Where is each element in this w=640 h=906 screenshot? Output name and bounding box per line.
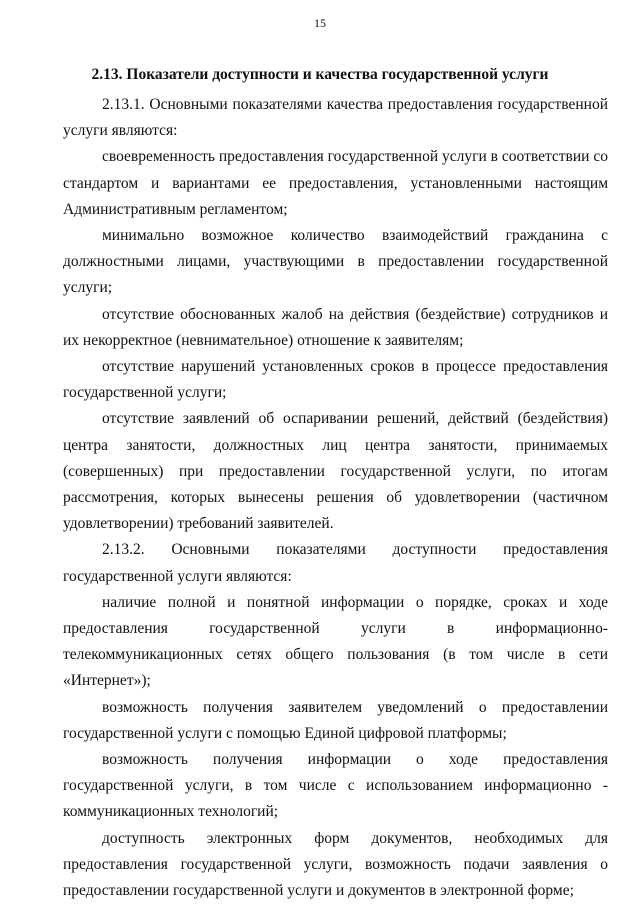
paragraph-timeliness: своевременность предоставления государственной услуги в соответствии со стандартом и вариантами ее предоставления, установленными настоящим Административным регламентом; — [63, 148, 608, 218]
paragraph-electronic-forms: доступность электронных форм документов, необходимых для предоставления государственной услуги, возможность подачи заявления о предоставлении государственной услуги и документов в электронной форме; — [63, 829, 608, 900]
paragraph-no-appeals: отсутствие заявлений об оспаривании решений, действий (бездействия) центра занятости, должностных лиц центра занятости, принимаемых (совершенных) при предоставлении государственной услуги, по итогам рассмотрения, которых вынесены решения об удовлетворении (частичном удовлетворении) требований заявителей. — [63, 410, 608, 533]
paragraph-2-13-2: 2.13.2. Основными показателями доступности предоставления государственной услуги являются: — [63, 541, 608, 585]
paragraph-no-complaints: отсутствие обоснованных жалоб на действия (бездействие) сотрудников и их некорректное (невнимательное) отношение к заявителям; — [63, 305, 608, 349]
section-heading: 2.13. Показатели доступности и качества государственной услуги — [91, 66, 549, 83]
paragraph-full-information: наличие полной и понятной информации о порядке, сроках и ходе предоставления государственной услуги в информационно-телекоммуникационных сетях общего пользования (в том числе в сети «Интернет»); — [63, 593, 608, 690]
paragraph-progress-info: возможность получения информации о ходе предоставления государственной услуги, в том числе с использованием информационно - коммуникационных технологий; — [63, 751, 608, 821]
paragraph-notifications: возможность получения заявителем уведомлений о предоставлении государственной услуги с помощью Единой цифровой платформы; — [63, 698, 608, 742]
paragraph-2-13-1: 2.13.1. Основными показателями качества предоставления государственной услуги являются: — [63, 96, 608, 140]
page-number: 15 — [314, 16, 326, 30]
paragraph-min-interactions: минимально возможное количество взаимодействий гражданина с должностными лицами, участвующими в предоставлении государственной услуги; — [63, 227, 608, 297]
body-text — [63, 92, 608, 904]
paragraph-no-deadline-violations: отсутствие нарушений установленных сроков в процессе предоставления государственной услуги; — [63, 358, 608, 402]
